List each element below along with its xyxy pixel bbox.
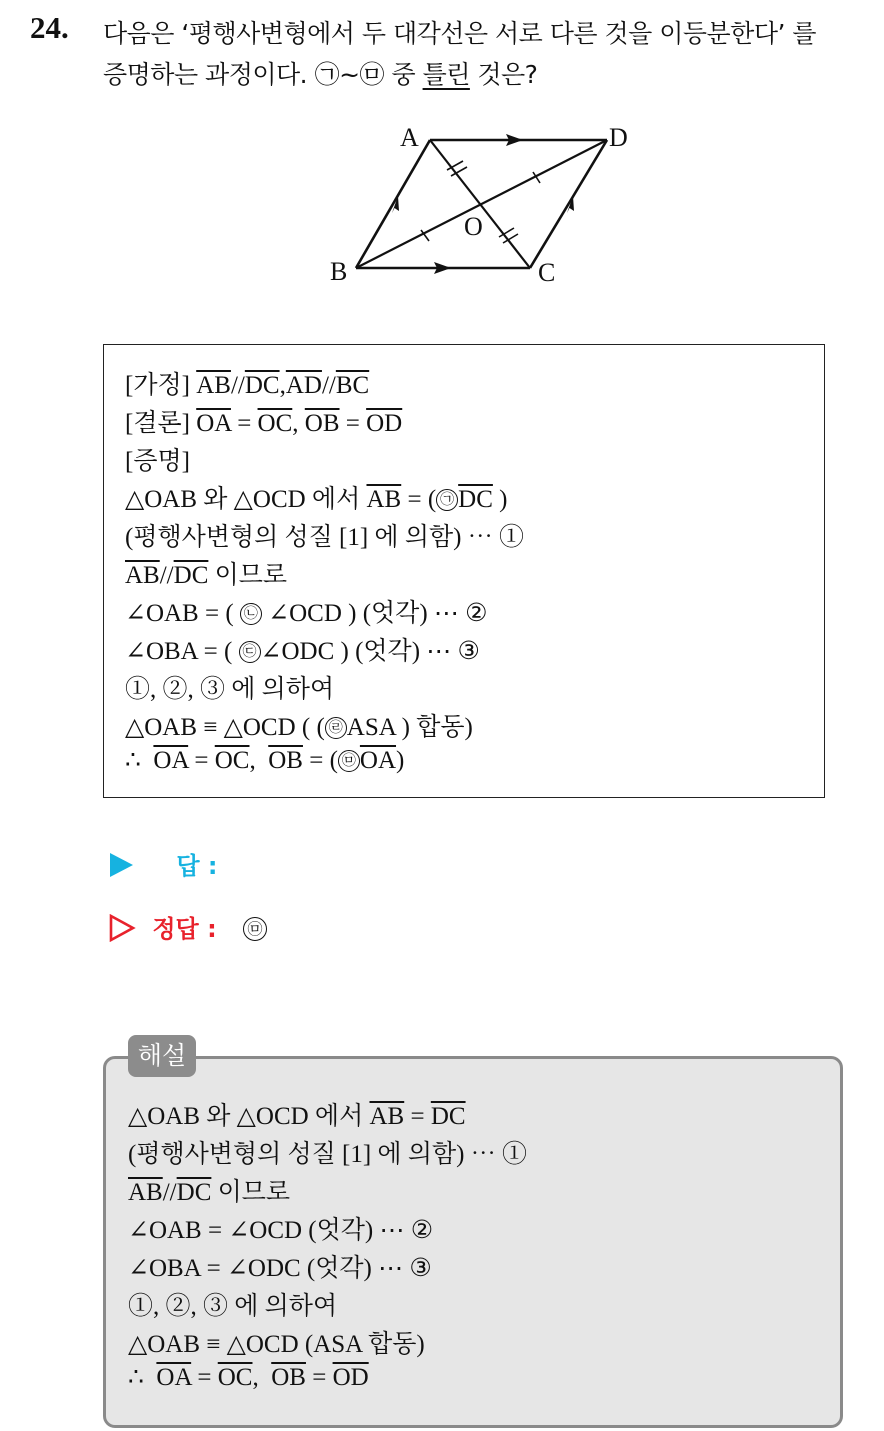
seg-oa: $\overline{OA}$ <box>196 410 231 437</box>
conclusion-label: [결론] <box>125 410 190 437</box>
blank-answer-5: $\overline{OA}$ <box>359 747 397 774</box>
proof-line-2: (평행사변형의 성질 [1] 에 의함) ⋯ ① <box>125 524 524 551</box>
equals: = <box>188 747 215 774</box>
diagonal-ac <box>430 140 530 268</box>
parallelogram-figure <box>320 115 650 295</box>
seg-ab: $\overline{AB}$ <box>128 1179 163 1206</box>
comma: , <box>292 410 305 437</box>
seg-oc: $\overline{OC}$ <box>214 747 250 774</box>
solution-line-7: △OAB ≡ △OCD (ASA 합동) <box>128 1331 425 1358</box>
solution-line-5: ∠OBA = ∠ODC (엇각) ⋯ ③ <box>128 1255 432 1282</box>
seg-dc: $\overline{DC}$ <box>430 1103 466 1130</box>
label-o: O <box>464 212 483 241</box>
seg-od: $\overline{OD}$ <box>332 1364 369 1391</box>
blank-mark-2: ㉡ <box>240 603 262 625</box>
seg-bc: $\overline{BC}$ <box>335 372 370 399</box>
correct-answer-value: ㉤ <box>243 917 267 941</box>
proof-box <box>103 344 825 798</box>
comma: , <box>279 372 286 399</box>
proof-line-4-pre: ∠OAB = ( <box>125 600 234 627</box>
parallel-sign: // <box>162 1179 177 1206</box>
seg-ad: $\overline{AD}$ <box>285 372 322 399</box>
proof-line-3 <box>125 555 287 591</box>
proof-line-6: ①, ②, ③ 에 의하여 <box>125 676 335 703</box>
equals-open: = ( <box>302 747 338 774</box>
solution-line-2: (평행사변형의 성질 [1] 에 의함) ⋯ ① <box>128 1141 527 1168</box>
seg-oa: $\overline{OA}$ <box>156 1364 192 1391</box>
equals: = <box>230 410 258 437</box>
seg-oa: $\overline{OA}$ <box>153 747 189 774</box>
question-line-2 <box>103 55 537 91</box>
blank-mark-3: ㉢ <box>239 641 261 663</box>
parallel-sign: // <box>230 372 245 399</box>
question-underlined-word: 틀린 <box>422 60 470 89</box>
parallel-sign: // <box>159 562 174 589</box>
proof-line-7-post: ASA ) 합동) <box>346 714 473 741</box>
close-paren: ) <box>396 747 405 774</box>
solution-tag: 해설 <box>128 1035 196 1077</box>
solution-line-4: ∠OAB = ∠OCD (엇각) ⋯ ② <box>128 1217 434 1244</box>
seg-oc: $\overline{OC}$ <box>217 1364 253 1391</box>
seg-ob: $\overline{OB}$ <box>271 1364 306 1391</box>
blank-mark-4: ㉣ <box>325 717 347 739</box>
proof-line-7 <box>125 707 473 743</box>
proof-line-5-pre: ∠OBA = ( <box>125 638 233 665</box>
seg-ob: $\overline{OB}$ <box>268 747 303 774</box>
question-line-2-post: 것은? <box>477 60 538 89</box>
seg-dc: $\overline{DC}$ <box>176 1179 212 1206</box>
label-a: A <box>400 123 419 152</box>
comma: , <box>252 1364 259 1391</box>
seg-od: $\overline{OD}$ <box>366 410 403 437</box>
question-number: 24. <box>30 10 69 45</box>
question-line-2-mid: 중 <box>391 60 416 89</box>
proof-line-1 <box>125 479 507 515</box>
question-range: ㉠~㉤ <box>314 60 385 89</box>
seg-oc: $\overline{OC}$ <box>257 410 293 437</box>
proof-line-7-pre: △OAB ≡ △OCD ( ( <box>125 714 325 741</box>
solution-line-3-post: 이므로 <box>211 1179 291 1206</box>
equals: = <box>191 1364 218 1391</box>
seg-dc: $\overline{DC}$ <box>173 562 209 589</box>
seg-ab: $\overline{AB}$ <box>196 372 231 399</box>
equals: = <box>305 1364 333 1391</box>
solution-line-8 <box>128 1362 369 1392</box>
assumption-label: [가정] <box>125 372 190 399</box>
correct-answer-row <box>108 909 267 944</box>
therefore-sign: ∴ <box>125 747 141 774</box>
seg-ob: $\overline{OB}$ <box>304 410 340 437</box>
proof-label: [증명] <box>125 448 190 475</box>
play-filled-icon <box>108 852 134 878</box>
blank-answer-1: $\overline{DC}$ <box>458 486 493 513</box>
seg-dc: $\overline{DC}$ <box>244 372 280 399</box>
solution-box <box>103 1056 843 1428</box>
close-paren: ) <box>492 486 508 513</box>
comma: , <box>249 747 256 774</box>
blank-mark-5: ㉤ <box>338 750 360 772</box>
proof-line-4 <box>125 593 488 629</box>
solution-line-1 <box>128 1096 466 1132</box>
solution-line-6: ①, ②, ③ 에 의하여 <box>128 1293 338 1320</box>
seg-ab: $\overline{AB}$ <box>125 562 160 589</box>
proof-assumption <box>125 365 369 401</box>
answer-row <box>108 846 218 881</box>
equals: = <box>404 1103 431 1130</box>
proof-line-8 <box>125 745 404 775</box>
proof-conclusion <box>125 403 402 439</box>
correct-answer-label: 정답 : <box>152 915 217 943</box>
label-b: B <box>330 257 348 286</box>
question-line-2-pre: 증명하는 과정이다. <box>103 60 308 89</box>
parallel-sign: // <box>321 372 336 399</box>
equals-open: = ( <box>401 486 437 513</box>
proof-line-1-pre: △OAB 와 △OCD 에서 <box>125 486 361 513</box>
seg-ab: $\overline{AB}$ <box>366 486 402 513</box>
play-outline-icon <box>108 914 136 942</box>
proof-line-5-post: ∠ODC ) (엇각) ⋯ ③ <box>260 638 480 665</box>
solution-line-1-pre: △OAB 와 △OCD 에서 <box>128 1103 364 1130</box>
proof-line-4-post: ∠OCD ) (엇각) ⋯ ② <box>268 600 488 627</box>
answer-label: 답 : <box>176 852 218 880</box>
therefore-sign: ∴ <box>128 1364 144 1391</box>
question-line-1: 다음은 ‘평행사변형에서 두 대각선은 서로 다른 것을 이등분한다’ 를 <box>103 19 817 48</box>
proof-line-3-post: 이므로 <box>208 562 288 589</box>
blank-mark-1: ㉠ <box>436 489 458 511</box>
label-c: C <box>538 258 556 287</box>
solution-line-3 <box>128 1172 290 1208</box>
proof-line-5 <box>125 631 480 667</box>
equals: = <box>339 410 367 437</box>
seg-ab: $\overline{AB}$ <box>369 1103 405 1130</box>
label-d: D <box>609 123 628 152</box>
